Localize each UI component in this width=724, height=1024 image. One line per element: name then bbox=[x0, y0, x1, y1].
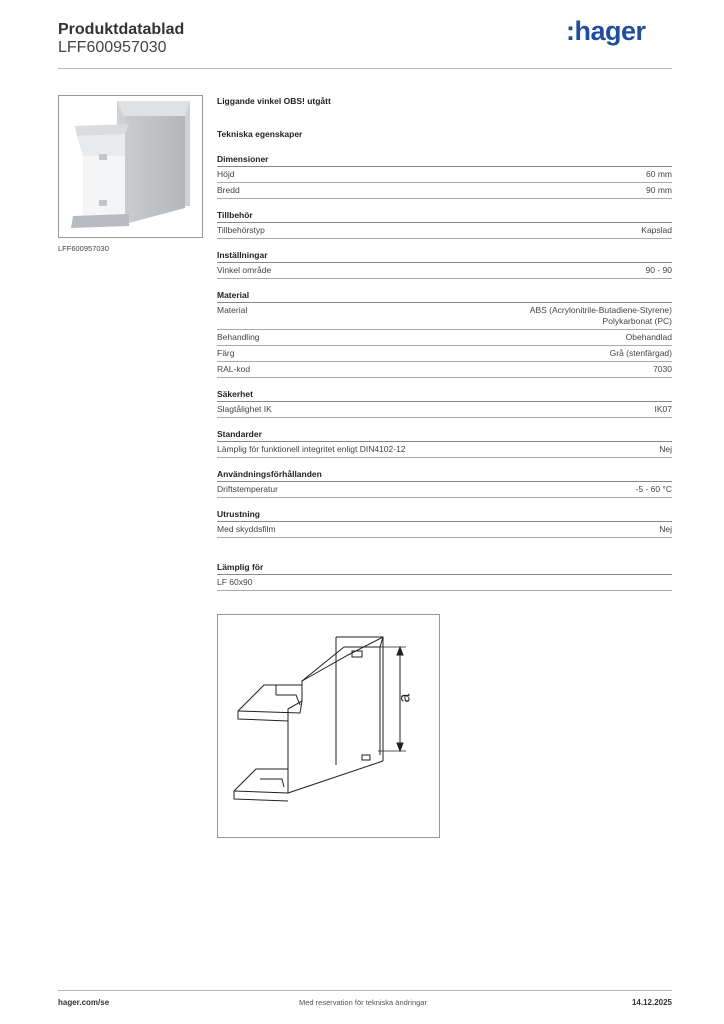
spec-value-line: ABS (Acrylonitrile-Butadiene-Styrene) bbox=[529, 305, 672, 315]
section-dimensions bbox=[217, 154, 672, 199]
technical-drawing bbox=[217, 614, 440, 838]
spec-row bbox=[217, 263, 672, 279]
spec-row bbox=[217, 362, 672, 378]
spec-row bbox=[217, 522, 672, 538]
spec-label: RAL-kod bbox=[217, 364, 251, 374]
spec-value: -5 - 60 °C bbox=[635, 484, 672, 494]
spec-row bbox=[217, 223, 672, 239]
product-photo-icon bbox=[59, 96, 202, 237]
page-title: Produktdatablad bbox=[58, 21, 185, 38]
section-suitable-for bbox=[217, 562, 672, 591]
suitable-item: LF 60x90 bbox=[217, 577, 253, 587]
spec-label: Vinkel område bbox=[217, 265, 272, 275]
header-divider bbox=[58, 68, 672, 69]
section-conditions bbox=[217, 469, 672, 498]
section-title: Tillbehör bbox=[217, 210, 672, 223]
spec-value: Kapslad bbox=[641, 225, 672, 235]
spec-label: Lämplig för funktionell integritet enligt DIN4102-12 bbox=[217, 444, 406, 454]
specifications bbox=[217, 96, 672, 623]
spec-value: 90 mm bbox=[646, 185, 672, 195]
product-name: Liggande vinkel OBS! utgått bbox=[217, 96, 331, 106]
section-title: Dimensioner bbox=[217, 154, 672, 167]
section-safety bbox=[217, 389, 672, 418]
product-code: LFF600957030 bbox=[58, 39, 167, 56]
section-title: Inställningar bbox=[217, 250, 672, 263]
section-title: Standarder bbox=[217, 429, 672, 442]
spec-row bbox=[217, 346, 672, 362]
section-settings bbox=[217, 250, 672, 279]
section-title: Säkerhet bbox=[217, 389, 672, 402]
spec-label: Tillbehörstyp bbox=[217, 225, 265, 235]
thumbnail-caption: LFF600957030 bbox=[58, 244, 109, 253]
spec-row bbox=[217, 575, 672, 591]
spec-value-line: Polykarbonat (PC) bbox=[602, 316, 672, 326]
spec-label: Med skyddsfilm bbox=[217, 524, 276, 534]
spec-row bbox=[217, 402, 672, 418]
spec-label: Färg bbox=[217, 348, 235, 358]
spec-label: Höjd bbox=[217, 169, 235, 179]
spec-value: Grå (stenfärgad) bbox=[609, 348, 672, 358]
section-title: Material bbox=[217, 290, 672, 303]
section-material bbox=[217, 290, 672, 378]
footer-date: 14.12.2025 bbox=[631, 998, 672, 1007]
spec-value: 90 - 90 bbox=[645, 265, 672, 275]
footer-divider bbox=[58, 990, 672, 991]
spec-row bbox=[217, 303, 672, 330]
section-title: Utrustning bbox=[217, 509, 672, 522]
spec-value: Nej bbox=[659, 524, 672, 534]
spec-value: 60 mm bbox=[646, 169, 672, 179]
product-thumbnail bbox=[58, 95, 203, 238]
spec-row bbox=[217, 442, 672, 458]
spec-value: Obehandlad bbox=[625, 332, 672, 342]
footer-disclaimer: Med reservation för tekniska ändringar bbox=[299, 998, 427, 1007]
spec-row bbox=[217, 482, 672, 498]
spec-row bbox=[217, 167, 672, 183]
spec-value: Nej bbox=[659, 444, 672, 454]
spec-value: 7030 bbox=[653, 364, 672, 374]
spec-label: Bredd bbox=[217, 185, 240, 195]
spec-label: Material bbox=[217, 305, 248, 315]
spec-label: Slagtålighet IK bbox=[217, 404, 272, 414]
spec-value bbox=[530, 305, 672, 327]
spec-value: IK07 bbox=[654, 404, 672, 414]
section-equipment bbox=[217, 509, 672, 538]
section-title: Användningsförhållanden bbox=[217, 469, 672, 482]
section-accessories bbox=[217, 210, 672, 239]
section-title: Lämplig för bbox=[217, 562, 672, 575]
dimension-label: a bbox=[396, 693, 414, 703]
spec-row bbox=[217, 330, 672, 346]
spec-label: Behandling bbox=[217, 332, 260, 342]
hager-logo: :hager bbox=[566, 16, 646, 46]
footer-website[interactable]: hager.com/se bbox=[58, 998, 110, 1007]
spec-label: Driftstemperatur bbox=[217, 484, 278, 494]
section-standards bbox=[217, 429, 672, 458]
spec-row bbox=[217, 183, 672, 199]
technical-properties-heading: Tekniska egenskaper bbox=[217, 129, 303, 139]
angle-drawing-icon bbox=[218, 615, 439, 837]
